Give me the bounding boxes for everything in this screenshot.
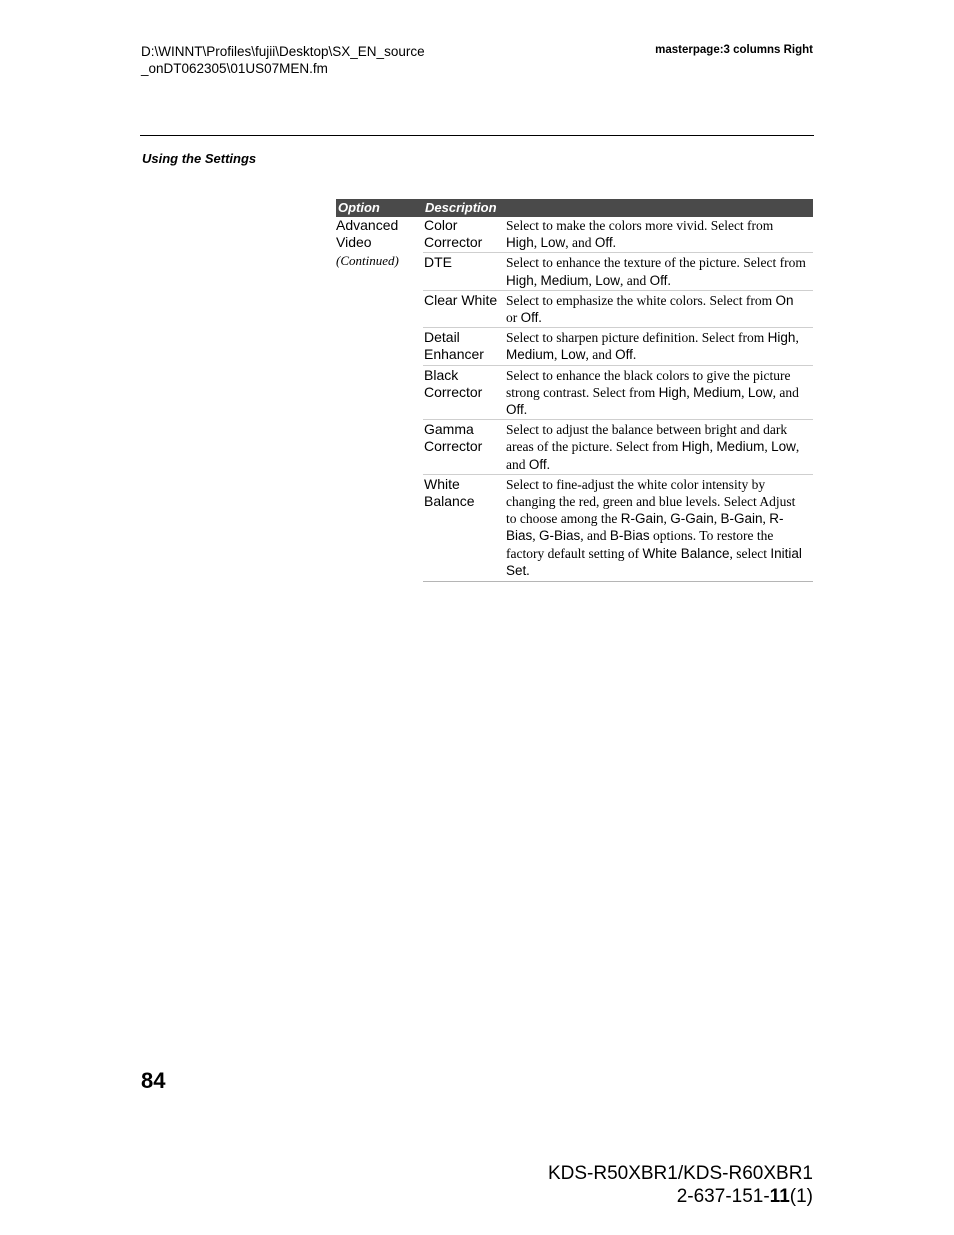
setting-value: Low [595,272,621,288]
setting-value: High [658,384,687,400]
description-text: , and [506,439,800,472]
document-code-prefix: 2-637-151- [676,1186,770,1207]
description-text: . [546,456,551,472]
option-cell [336,217,423,582]
description-cell [504,365,813,420]
page-number: 84 [141,1068,166,1093]
description-text: , select [729,545,771,561]
sub-option-cell [423,365,504,420]
sub-option-cell [423,474,504,581]
description-text: Select to make the colors more vivid. Select from [506,218,774,233]
description-column-header: Description [423,199,813,217]
description-cell [504,217,813,253]
sub-option-cell [423,420,504,475]
sub-option-line-2: Corrector [424,383,483,400]
setting-value: B-Gain [720,511,763,527]
setting-value: Medium [540,272,589,288]
setting-value: R-Bias [506,511,784,544]
description-text: , and [580,528,610,544]
description-text: , [533,272,541,288]
file-path-line-1: D:\WINNT\Profiles\fujii\Desktop\SX_EN_source [141,44,425,59]
description-text: , and [620,272,650,288]
description-text: Select to sharpen picture definition. Select from [506,330,768,346]
sub-option-line-1: Clear White [424,291,498,308]
description-text: , [709,439,717,455]
header-rule [140,135,814,136]
description-text: , [741,384,748,400]
description-text: , [533,235,541,251]
description-text: Select to enhance the black colors to give the picture strong contrast. Select from [506,367,791,400]
setting-value: Off [649,272,668,288]
setting-value: Medium [693,384,742,400]
setting-value: Off [528,456,547,472]
setting-value: G-Bias [539,528,581,544]
setting-value: B-Bias [609,528,650,544]
setting-value: High [767,330,796,346]
sub-option-cell [423,328,504,365]
table-row [336,217,813,253]
sub-option-line-1: White [424,475,460,492]
settings-table [336,199,813,582]
description-text: options. To restore the factory default setting of [506,528,774,561]
description-text: , [554,347,561,363]
setting-value: White Balance [642,545,730,561]
model-footer [548,1162,813,1208]
setting-value: High [506,235,534,251]
description-text: Select to enhance the texture of the picture. Select from [506,255,806,271]
setting-value: Low [560,347,586,363]
setting-value: Off [520,310,539,326]
setting-value: Off [594,235,613,251]
sub-option-line-1: Gamma [424,421,474,438]
document-code [548,1185,813,1208]
setting-value: Low [771,439,796,455]
table-header-row [336,199,813,217]
setting-value: G-Gain [670,511,714,527]
option-name-line-2: Video [336,234,372,250]
description-text: , and [565,235,595,251]
masterpage-label: masterpage:3 columns Right [655,44,813,56]
setting-value: Medium [506,347,555,363]
sub-option-cell [423,217,504,253]
description-text: , [663,511,671,527]
description-text: . [667,272,671,288]
sub-option-line-1: Black [424,366,459,383]
setting-value: High [681,439,710,455]
description-text: , [764,439,772,455]
sub-option-line-1: Color [424,217,458,233]
description-text: Select to fine-adjust the white color intensity by changing the red, green and blue levels. Select Adjust to choose among the [506,476,796,527]
setting-value: Low [747,384,773,400]
setting-value: Medium [716,439,765,455]
description-text: . [526,562,530,578]
continued-note: (Continued) [336,253,399,268]
description-text: , [588,272,596,288]
setting-value: R-Gain [620,511,664,527]
description-text: Select to adjust the balance between bright and dark areas of the picture. Select from [506,422,788,455]
description-text: , and [772,384,799,400]
description-text: . [612,235,617,251]
section-title: Using the Settings [142,151,257,166]
option-column-header: Option [336,199,423,217]
sub-option-line-2: Corrector [424,234,483,250]
setting-value: Initial Set [506,545,802,578]
description-text: Select to emphasize the white colors. Select from [506,292,776,308]
model-name: KDS-R50XBR1/KDS-R60XBR1 [547,1163,813,1184]
document-code-suffix: (1) [789,1186,813,1207]
description-text: , and [585,347,616,363]
setting-value: On [775,292,794,308]
description-text: . [538,310,542,326]
document-code-revision: 11 [769,1186,790,1207]
description-text: , [762,511,770,527]
description-text: or [506,310,521,326]
file-path-line-2: _onDT062305\01US07MEN.fm [141,61,328,76]
description-cell [504,474,813,581]
option-name-line-1: Advanced [336,217,399,233]
description-text: , [686,384,694,400]
sub-option-line-2: Balance [424,492,475,509]
description-text: , [532,528,540,544]
sub-option-cell [423,253,504,290]
setting-value: Off [506,402,524,418]
file-path-header [141,43,425,77]
sub-option-line-2: Enhancer [424,346,484,363]
sub-option-line-1: DTE [424,254,452,271]
description-text: . [632,347,637,363]
setting-value: Off [615,347,633,363]
sub-option-line-1: Detail [424,329,460,346]
description-cell [504,253,813,290]
description-cell [504,420,813,475]
setting-value: Low [540,235,566,251]
description-text: , [795,330,799,346]
description-cell [504,328,813,365]
description-cell [504,290,813,327]
description-text: , [713,511,721,527]
sub-option-cell [423,290,504,327]
sub-option-line-2: Corrector [424,438,483,455]
description-text: . [523,402,528,418]
setting-value: High [506,272,534,288]
